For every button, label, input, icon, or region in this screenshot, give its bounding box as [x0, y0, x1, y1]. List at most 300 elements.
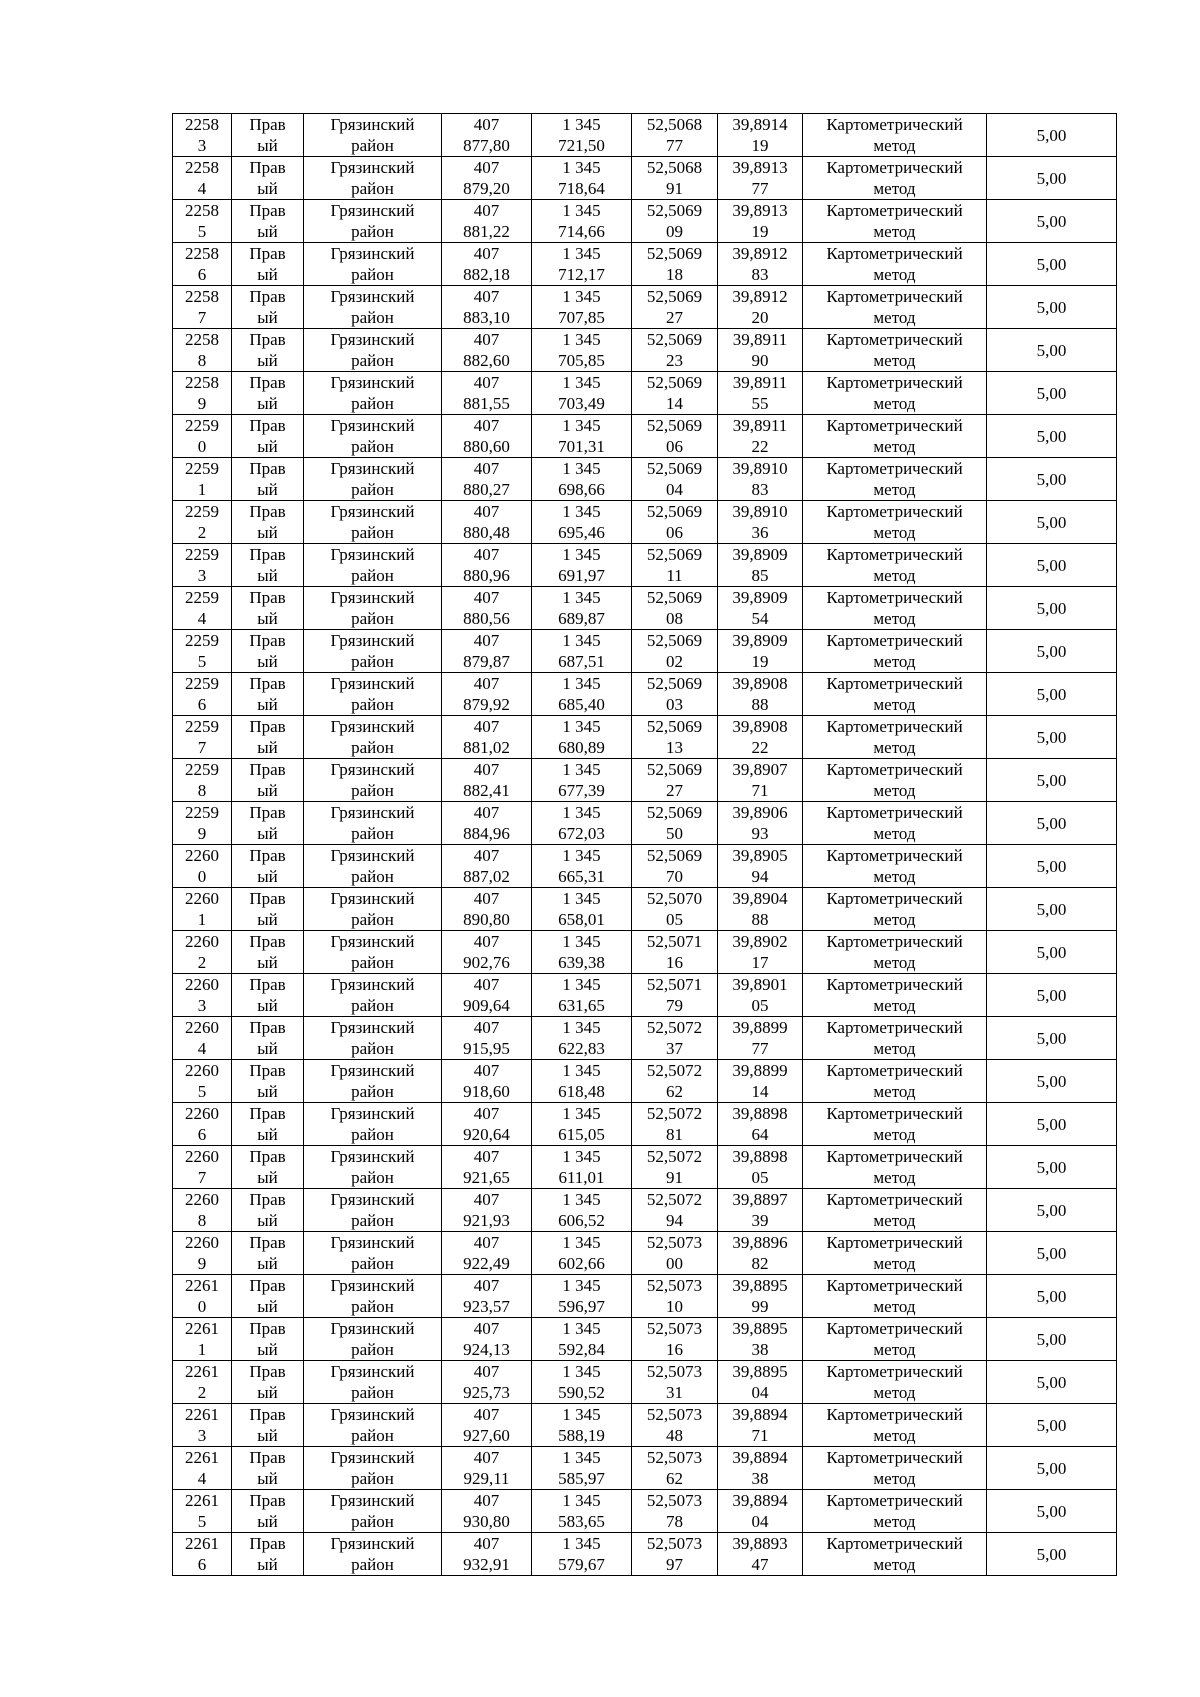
- method-cell: [803, 1533, 987, 1576]
- longitude-cell-line: 85: [751, 566, 769, 585]
- district-cell: [304, 1103, 442, 1146]
- latitude-cell-line: 27: [666, 781, 683, 800]
- latitude-cell: [632, 845, 718, 888]
- method-cell-line: метод: [873, 1555, 916, 1574]
- method-cell-line: Картометрический: [826, 975, 963, 994]
- district-cell-line: Грязинский: [330, 201, 415, 220]
- district-cell: [304, 458, 442, 501]
- longitude-cell-line: 39,8907: [732, 760, 788, 779]
- table-row: [173, 1103, 1117, 1146]
- table-row: [173, 286, 1117, 329]
- longitude-cell-line: 39,8905: [732, 846, 788, 865]
- x-coordinate-cell-line: 407: [473, 201, 500, 220]
- x-coordinate-cell-line: 883,10: [463, 308, 510, 327]
- latitude-cell-line: 31: [666, 1383, 683, 1402]
- bank-side-cell: [232, 458, 304, 501]
- bank-side-cell-line: ый: [257, 222, 278, 241]
- y-coordinate-cell: [532, 673, 632, 716]
- y-coordinate-cell-line: 691,97: [558, 566, 605, 585]
- district-cell: [304, 802, 442, 845]
- point-number-cell-line: 2260: [185, 975, 219, 994]
- x-coordinate-cell: [442, 329, 532, 372]
- point-number-cell-line: 2260: [185, 1190, 219, 1209]
- longitude-cell-line: 39,8899: [732, 1061, 788, 1080]
- y-coordinate-cell-line: 1 345: [562, 1061, 601, 1080]
- longitude-cell: [718, 888, 803, 931]
- x-coordinate-cell-line: 879,92: [463, 695, 510, 714]
- bank-side-cell-line: Прав: [249, 803, 286, 822]
- longitude-cell-line: 39,8909: [732, 545, 788, 564]
- method-cell-line: метод: [873, 179, 916, 198]
- x-coordinate-cell-line: 927,60: [463, 1426, 510, 1445]
- method-cell: [803, 716, 987, 759]
- latitude-cell-line: 37: [666, 1039, 683, 1058]
- bank-side-cell-line: Прав: [249, 545, 286, 564]
- longitude-cell: [718, 759, 803, 802]
- latitude-cell-line: 52,5073: [646, 1534, 703, 1553]
- x-coordinate-cell-line: 884,96: [463, 824, 510, 843]
- y-coordinate-cell: [532, 544, 632, 587]
- bank-side-cell-line: Прав: [249, 1147, 286, 1166]
- method-cell-line: Картометрический: [826, 502, 963, 521]
- y-coordinate-cell-line: 622,83: [558, 1039, 605, 1058]
- point-number-cell-line: 2259: [185, 545, 219, 564]
- latitude-cell-line: 52,5069: [646, 717, 703, 736]
- accuracy-cell: 5,00: [987, 243, 1117, 286]
- x-coordinate-cell: [442, 1318, 532, 1361]
- y-coordinate-cell: [532, 1146, 632, 1189]
- latitude-cell-line: 52,5072: [646, 1061, 703, 1080]
- longitude-cell-line: 39,8895: [732, 1362, 788, 1381]
- longitude-cell: [718, 501, 803, 544]
- method-cell: [803, 587, 987, 630]
- method-cell: [803, 415, 987, 458]
- y-coordinate-cell-line: 579,67: [558, 1555, 605, 1574]
- district-cell-line: Грязинский: [330, 674, 415, 693]
- district-cell: [304, 1533, 442, 1576]
- method-cell: [803, 1232, 987, 1275]
- bank-side-cell: [232, 630, 304, 673]
- latitude-cell: [632, 673, 718, 716]
- point-number-cell: [173, 1189, 232, 1232]
- longitude-cell: [718, 1533, 803, 1576]
- x-coordinate-cell-line: 920,64: [463, 1125, 510, 1144]
- longitude-cell-line: 39,8908: [732, 674, 788, 693]
- method-cell-line: метод: [873, 351, 916, 370]
- table-row: [173, 1533, 1117, 1576]
- y-coordinate-cell-line: 685,40: [558, 695, 605, 714]
- method-cell: [803, 1447, 987, 1490]
- district-cell-line: район: [351, 781, 394, 800]
- method-cell-line: метод: [873, 738, 916, 757]
- longitude-cell-line: 39,8894: [732, 1405, 788, 1424]
- district-cell-line: район: [351, 695, 394, 714]
- bank-side-cell: [232, 544, 304, 587]
- district-cell-line: Грязинский: [330, 631, 415, 650]
- longitude-cell-line: 39,8896: [732, 1233, 788, 1252]
- y-coordinate-cell-line: 639,38: [558, 953, 605, 972]
- method-cell-line: Картометрический: [826, 459, 963, 478]
- table-row: [173, 544, 1117, 587]
- x-coordinate-cell-line: 407: [473, 1534, 500, 1553]
- method-cell: [803, 630, 987, 673]
- district-cell-line: район: [351, 566, 394, 585]
- latitude-cell: [632, 415, 718, 458]
- point-number-cell: [173, 1103, 232, 1146]
- y-coordinate-cell-line: 658,01: [558, 910, 605, 929]
- x-coordinate-cell: [442, 1189, 532, 1232]
- y-coordinate-cell: [532, 243, 632, 286]
- method-cell: [803, 1146, 987, 1189]
- method-cell-line: метод: [873, 1039, 916, 1058]
- x-coordinate-cell: [442, 716, 532, 759]
- method-cell-line: метод: [873, 609, 916, 628]
- y-coordinate-cell: [532, 200, 632, 243]
- point-number-cell: [173, 329, 232, 372]
- longitude-cell-line: 39,8893: [732, 1534, 788, 1553]
- method-cell-line: Картометрический: [826, 1362, 963, 1381]
- district-cell-line: район: [351, 1211, 394, 1230]
- accuracy-cell: 5,00: [987, 114, 1117, 157]
- latitude-cell-line: 14: [666, 394, 683, 413]
- point-number-cell-line: 2259: [185, 803, 219, 822]
- district-cell-line: Грязинский: [330, 717, 415, 736]
- longitude-cell: [718, 544, 803, 587]
- method-cell-line: Картометрический: [826, 1061, 963, 1080]
- method-cell: [803, 1404, 987, 1447]
- longitude-cell-line: 39,8898: [732, 1147, 788, 1166]
- method-cell-line: Картометрический: [826, 115, 963, 134]
- x-coordinate-cell-line: 407: [473, 115, 500, 134]
- point-number-cell-line: 5: [197, 222, 207, 241]
- district-cell-line: Грязинский: [330, 287, 415, 306]
- x-coordinate-cell-line: 407: [473, 588, 500, 607]
- longitude-cell-line: 39,8909: [732, 631, 788, 650]
- latitude-cell-line: 81: [666, 1125, 683, 1144]
- bank-side-cell-line: Прав: [249, 287, 286, 306]
- bank-side-cell: [232, 759, 304, 802]
- method-cell: [803, 157, 987, 200]
- point-number-cell-line: 0: [197, 437, 207, 456]
- bank-side-cell-line: ый: [257, 1512, 278, 1531]
- method-cell-line: метод: [873, 308, 916, 327]
- bank-side-cell-line: Прав: [249, 1491, 286, 1510]
- point-number-cell-line: 4: [197, 1039, 207, 1058]
- y-coordinate-cell-line: 602,66: [558, 1254, 605, 1273]
- latitude-cell-line: 70: [666, 867, 683, 886]
- bank-side-cell: [232, 501, 304, 544]
- method-cell-line: Картометрический: [826, 1319, 963, 1338]
- x-coordinate-cell-line: 407: [473, 975, 500, 994]
- x-coordinate-cell-line: 877,80: [463, 136, 510, 155]
- point-number-cell-line: 4: [197, 1469, 207, 1488]
- bank-side-cell-line: Прав: [249, 1104, 286, 1123]
- x-coordinate-cell: [442, 114, 532, 157]
- longitude-cell-line: 38: [751, 1469, 769, 1488]
- x-coordinate-cell-line: 407: [473, 373, 500, 392]
- latitude-cell-line: 27: [666, 308, 683, 327]
- x-coordinate-cell-line: 407: [473, 287, 500, 306]
- y-coordinate-cell-line: 1 345: [562, 717, 601, 736]
- x-coordinate-cell-line: 921,93: [463, 1211, 510, 1230]
- x-coordinate-cell-line: 880,48: [463, 523, 510, 542]
- latitude-cell: [632, 1060, 718, 1103]
- bank-side-cell-line: ый: [257, 480, 278, 499]
- point-number-cell: [173, 888, 232, 931]
- bank-side-cell-line: ый: [257, 1211, 278, 1230]
- point-number-cell-line: 7: [197, 308, 207, 327]
- bank-side-cell-line: Прав: [249, 975, 286, 994]
- method-cell: [803, 1275, 987, 1318]
- table-row: [173, 329, 1117, 372]
- x-coordinate-cell: [442, 286, 532, 329]
- latitude-cell: [632, 372, 718, 415]
- bank-side-cell-line: ый: [257, 1254, 278, 1273]
- x-coordinate-cell-line: 924,13: [463, 1340, 510, 1359]
- table-row: [173, 1404, 1117, 1447]
- accuracy-cell: 5,00: [987, 157, 1117, 200]
- method-cell-line: метод: [873, 824, 916, 843]
- district-cell-line: Грязинский: [330, 846, 415, 865]
- point-number-cell: [173, 372, 232, 415]
- method-cell-line: метод: [873, 1383, 916, 1402]
- method-cell: [803, 329, 987, 372]
- point-number-cell-line: 2: [197, 1383, 207, 1402]
- latitude-cell: [632, 1017, 718, 1060]
- y-coordinate-cell-line: 585,97: [558, 1469, 605, 1488]
- y-coordinate-cell: [532, 157, 632, 200]
- bank-side-cell-line: ый: [257, 1297, 278, 1316]
- method-cell-line: метод: [873, 1340, 916, 1359]
- x-coordinate-cell: [442, 1490, 532, 1533]
- latitude-cell: [632, 243, 718, 286]
- point-number-cell-line: 6: [197, 695, 207, 714]
- point-number-cell-line: 2260: [185, 1018, 219, 1037]
- longitude-cell-line: 39,8910: [732, 459, 788, 478]
- longitude-cell-line: 39,8898: [732, 1104, 788, 1123]
- bank-side-cell: [232, 974, 304, 1017]
- point-number-cell: [173, 1146, 232, 1189]
- x-coordinate-cell-line: 407: [473, 244, 500, 263]
- y-coordinate-cell-line: 1 345: [562, 1147, 601, 1166]
- y-coordinate-cell-line: 606,52: [558, 1211, 605, 1230]
- accuracy-cell: 5,00: [987, 888, 1117, 931]
- method-cell: [803, 200, 987, 243]
- y-coordinate-cell-line: 1 345: [562, 1104, 601, 1123]
- district-cell-line: Грязинский: [330, 459, 415, 478]
- table-row: [173, 888, 1117, 931]
- latitude-cell-line: 52,5069: [646, 846, 703, 865]
- district-cell-line: район: [351, 1168, 394, 1187]
- method-cell-line: метод: [873, 265, 916, 284]
- method-cell-line: метод: [873, 1426, 916, 1445]
- point-number-cell-line: 2261: [185, 1405, 219, 1424]
- y-coordinate-cell: [532, 931, 632, 974]
- y-coordinate-cell-line: 721,50: [558, 136, 605, 155]
- y-coordinate-cell-line: 695,46: [558, 523, 605, 542]
- point-number-cell: [173, 630, 232, 673]
- point-number-cell-line: 2260: [185, 889, 219, 908]
- point-number-cell-line: 7: [197, 738, 207, 757]
- district-cell-line: Грязинский: [330, 1362, 415, 1381]
- method-cell-line: метод: [873, 523, 916, 542]
- longitude-cell-line: 39,8911: [732, 330, 788, 349]
- method-cell-line: Картометрический: [826, 1104, 963, 1123]
- latitude-cell: [632, 1103, 718, 1146]
- district-cell-line: Грязинский: [330, 502, 415, 521]
- x-coordinate-cell: [442, 1146, 532, 1189]
- method-cell-line: Картометрический: [826, 1491, 963, 1510]
- y-coordinate-cell: [532, 1275, 632, 1318]
- longitude-cell: [718, 630, 803, 673]
- district-cell: [304, 716, 442, 759]
- accuracy-cell: 5,00: [987, 759, 1117, 802]
- accuracy-cell: 5,00: [987, 974, 1117, 1017]
- x-coordinate-cell-line: 932,91: [463, 1555, 510, 1574]
- bank-side-cell-line: ый: [257, 1555, 278, 1574]
- bank-side-cell-line: Прав: [249, 631, 286, 650]
- method-cell-line: Картометрический: [826, 545, 963, 564]
- method-cell-line: метод: [873, 1082, 916, 1101]
- latitude-cell-line: 23: [666, 351, 683, 370]
- latitude-cell: [632, 1490, 718, 1533]
- x-coordinate-cell: [442, 759, 532, 802]
- latitude-cell-line: 52,5072: [646, 1147, 703, 1166]
- latitude-cell-line: 97: [666, 1555, 683, 1574]
- point-number-cell-line: 3: [197, 136, 207, 155]
- table-row: [173, 759, 1117, 802]
- longitude-cell-line: 39: [751, 1211, 769, 1230]
- latitude-cell-line: 52,5069: [646, 760, 703, 779]
- y-coordinate-cell-line: 1 345: [562, 502, 601, 521]
- latitude-cell-line: 52,5069: [646, 588, 703, 607]
- y-coordinate-cell: [532, 1490, 632, 1533]
- method-cell: [803, 802, 987, 845]
- accuracy-cell: 5,00: [987, 587, 1117, 630]
- table-row: [173, 630, 1117, 673]
- table-row: [173, 1490, 1117, 1533]
- latitude-cell: [632, 1146, 718, 1189]
- longitude-cell: [718, 1490, 803, 1533]
- district-cell-line: Грязинский: [330, 1405, 415, 1424]
- table-row: [173, 1361, 1117, 1404]
- method-cell: [803, 759, 987, 802]
- y-coordinate-cell-line: 631,65: [558, 996, 605, 1015]
- y-coordinate-cell: [532, 587, 632, 630]
- y-coordinate-cell: [532, 630, 632, 673]
- latitude-cell-line: 02: [666, 652, 683, 671]
- y-coordinate-cell-line: 1 345: [562, 373, 601, 392]
- accuracy-cell: 5,00: [987, 1361, 1117, 1404]
- longitude-cell-line: 39,8897: [732, 1190, 788, 1209]
- longitude-cell: [718, 802, 803, 845]
- district-cell-line: район: [351, 480, 394, 499]
- bank-side-cell-line: Прав: [249, 889, 286, 908]
- district-cell-line: район: [351, 437, 394, 456]
- longitude-cell-line: 39,8895: [732, 1276, 788, 1295]
- x-coordinate-cell: [442, 974, 532, 1017]
- bank-side-cell-line: ый: [257, 351, 278, 370]
- longitude-cell-line: 71: [751, 781, 769, 800]
- x-coordinate-cell-line: 407: [473, 459, 500, 478]
- district-cell: [304, 630, 442, 673]
- bank-side-cell-line: ый: [257, 953, 278, 972]
- district-cell: [304, 1189, 442, 1232]
- y-coordinate-cell-line: 687,51: [558, 652, 605, 671]
- latitude-cell-line: 05: [666, 910, 683, 929]
- y-coordinate-cell-line: 1 345: [562, 158, 601, 177]
- table-row: [173, 372, 1117, 415]
- latitude-cell: [632, 1232, 718, 1275]
- x-coordinate-cell: [442, 888, 532, 931]
- point-number-cell-line: 6: [197, 1125, 207, 1144]
- latitude-cell-line: 52,5069: [646, 244, 703, 263]
- x-coordinate-cell-line: 407: [473, 1491, 500, 1510]
- y-coordinate-cell-line: 1 345: [562, 932, 601, 951]
- method-cell-line: метод: [873, 953, 916, 972]
- district-cell: [304, 888, 442, 931]
- district-cell-line: район: [351, 1512, 394, 1531]
- latitude-cell-line: 52,5069: [646, 416, 703, 435]
- point-number-cell-line: 9: [197, 1254, 207, 1273]
- longitude-cell-line: 39,8912: [732, 244, 788, 263]
- point-number-cell-line: 8: [197, 351, 207, 370]
- bank-side-cell-line: ый: [257, 523, 278, 542]
- y-coordinate-cell: [532, 1361, 632, 1404]
- latitude-cell-line: 77: [666, 136, 683, 155]
- longitude-cell: [718, 372, 803, 415]
- x-coordinate-cell-line: 407: [473, 1061, 500, 1080]
- y-coordinate-cell-line: 1 345: [562, 1405, 601, 1424]
- bank-side-cell: [232, 1017, 304, 1060]
- longitude-cell-line: 36: [751, 523, 769, 542]
- accuracy-cell: 5,00: [987, 1318, 1117, 1361]
- table-row: [173, 458, 1117, 501]
- district-cell-line: Грязинский: [330, 115, 415, 134]
- x-coordinate-cell: [442, 802, 532, 845]
- method-cell-line: метод: [873, 1125, 916, 1144]
- latitude-cell-line: 52,5071: [646, 932, 703, 951]
- longitude-cell-line: 39,8894: [732, 1448, 788, 1467]
- longitude-cell-line: 39,8901: [732, 975, 788, 994]
- method-cell-line: Картометрический: [826, 1405, 963, 1424]
- accuracy-cell: 5,00: [987, 931, 1117, 974]
- latitude-cell-line: 52,5070: [646, 889, 703, 908]
- district-cell-line: Грязинский: [330, 330, 415, 349]
- latitude-cell-line: 91: [666, 1168, 683, 1187]
- x-coordinate-cell-line: 407: [473, 717, 500, 736]
- latitude-cell-line: 52,5069: [646, 201, 703, 220]
- district-cell: [304, 286, 442, 329]
- x-coordinate-cell: [442, 630, 532, 673]
- point-number-cell-line: 2261: [185, 1534, 219, 1553]
- bank-side-cell-line: ый: [257, 1082, 278, 1101]
- accuracy-cell: 5,00: [987, 673, 1117, 716]
- longitude-cell: [718, 243, 803, 286]
- x-coordinate-cell: [442, 931, 532, 974]
- longitude-cell: [718, 1232, 803, 1275]
- method-cell-line: метод: [873, 781, 916, 800]
- district-cell-line: Грязинский: [330, 545, 415, 564]
- bank-side-cell: [232, 888, 304, 931]
- x-coordinate-cell: [442, 1017, 532, 1060]
- x-coordinate-cell-line: 902,76: [463, 953, 510, 972]
- x-coordinate-cell-line: 922,49: [463, 1254, 510, 1273]
- y-coordinate-cell-line: 1 345: [562, 975, 601, 994]
- bank-side-cell: [232, 243, 304, 286]
- y-coordinate-cell-line: 701,31: [558, 437, 605, 456]
- district-cell: [304, 845, 442, 888]
